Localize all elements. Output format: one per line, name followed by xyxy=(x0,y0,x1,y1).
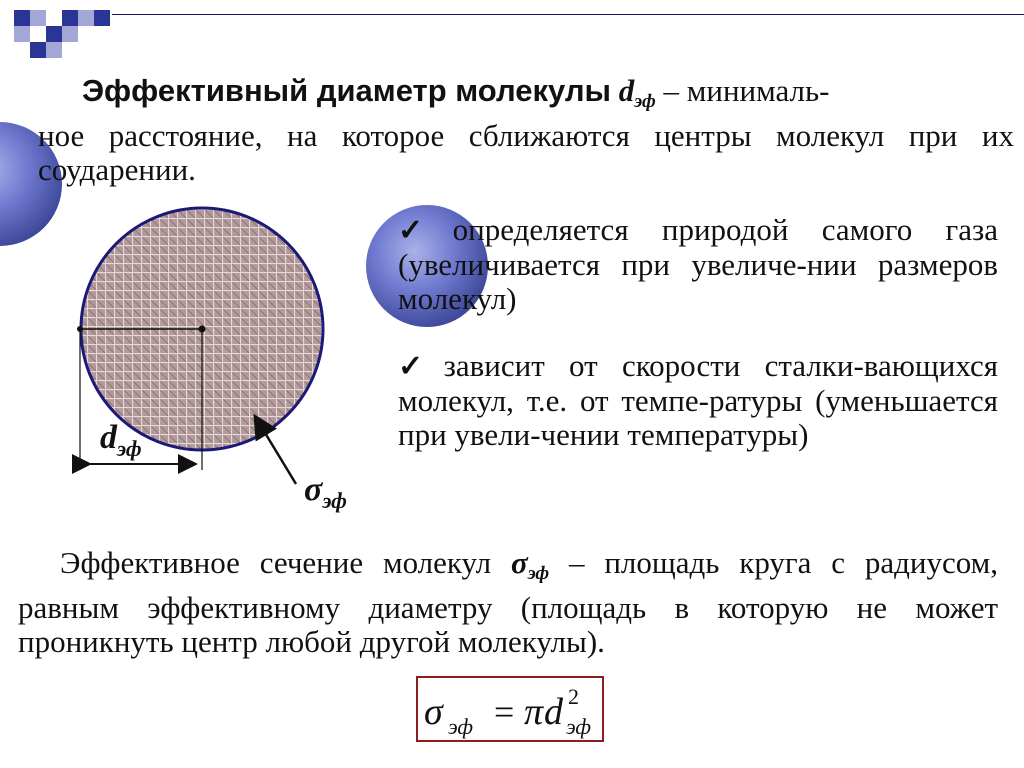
corner-square-light xyxy=(46,42,62,58)
definition-dash: – xyxy=(655,73,687,108)
bullet-text: зависит от скорости сталки-вающихся молекул, т.е. от темпе-ратуры (уменьшается при увели-чении температуры) xyxy=(398,348,999,452)
check-icon: ✓ xyxy=(398,350,440,383)
corner-square-light xyxy=(30,10,46,26)
corner-square-light xyxy=(62,26,78,42)
corner-square-dark xyxy=(46,26,62,42)
d-sub: эф xyxy=(117,436,142,461)
check-icon: ✓ xyxy=(398,214,449,247)
sigma-label: σ xyxy=(304,471,323,508)
cross-section-rest: – площадь круга с радиусом, равным эффективному диаметру (площадь в которую не может проникнуть центр любой другой молекулы). xyxy=(18,545,998,659)
definition-term: Эффективный диаметр молекулы xyxy=(82,73,612,108)
sigma-eff-label xyxy=(304,471,347,513)
formula-pi: π xyxy=(524,691,544,733)
formula-lhs: σ xyxy=(424,691,443,733)
corner-square-light xyxy=(78,10,94,26)
corner-square-dark xyxy=(94,10,110,26)
formula-box xyxy=(416,676,604,742)
corner-square-dark xyxy=(62,10,78,26)
sigma-sub: эф xyxy=(322,488,347,513)
sigma-sub: эф xyxy=(527,562,550,584)
definition-text: ное расстояние, на которое сближаются центры молекул при их соударении. xyxy=(38,117,1014,187)
corner-square-dark xyxy=(14,10,30,26)
bullet-item xyxy=(398,213,998,316)
formula-equals: = xyxy=(494,692,515,732)
formula-rhs-sub: эф xyxy=(566,714,592,739)
bullet-text: определяется природой самого газа (увеличивается при увеличе-нии размеров молекул) xyxy=(398,212,998,316)
definition-symbol xyxy=(618,73,656,112)
sigma-pointer-arrow xyxy=(256,418,296,484)
cross-section-lead: Эффективное сечение молекул xyxy=(60,545,511,580)
symbol-d: d xyxy=(618,73,635,108)
formula-sup: 2 xyxy=(568,684,579,709)
corner-square-dark xyxy=(30,42,46,58)
bullet-item xyxy=(398,349,998,452)
definition-line1-rest: минималь- xyxy=(686,73,830,108)
molecule-diagram xyxy=(60,200,380,530)
definition-paragraph xyxy=(38,74,1014,187)
sigma-symbol: σ xyxy=(510,545,528,580)
cross-section-symbol xyxy=(510,545,550,584)
d-label: d xyxy=(100,419,117,456)
symbol-sub: эф xyxy=(634,90,656,112)
formula-d: d xyxy=(544,691,563,733)
formula xyxy=(418,678,602,740)
header-rule xyxy=(112,14,1024,15)
corner-square-light xyxy=(14,26,30,42)
cross-section-paragraph xyxy=(18,546,998,659)
formula-lhs-sub: эф xyxy=(448,714,474,739)
